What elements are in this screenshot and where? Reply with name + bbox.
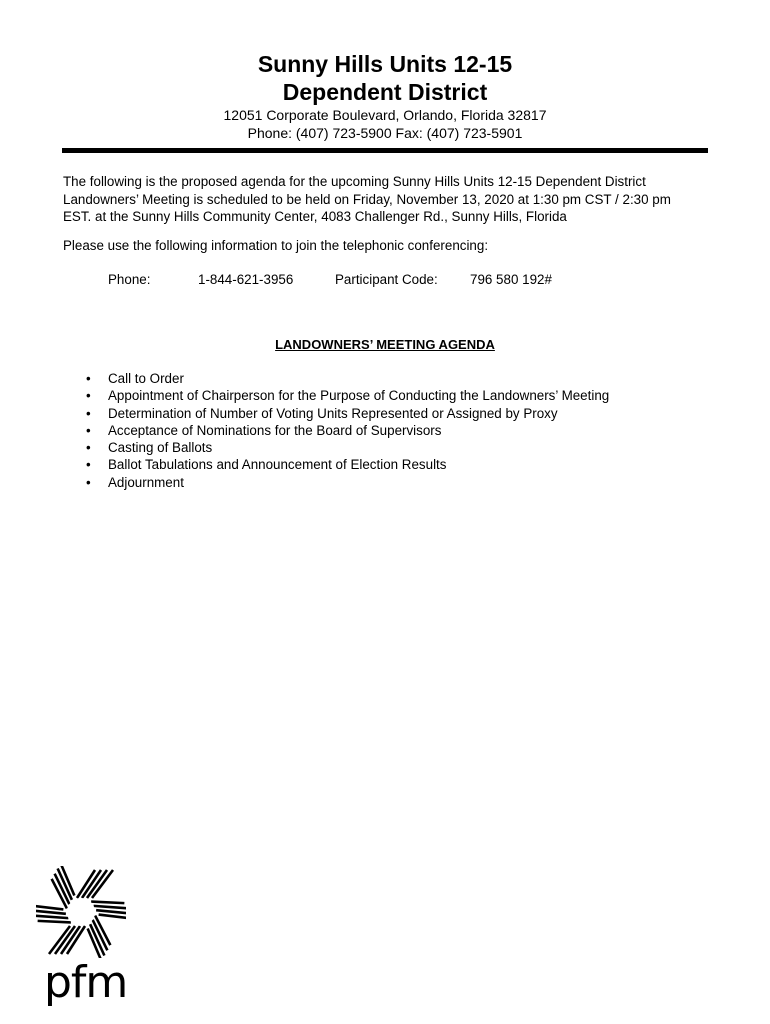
pfm-wordmark: pfm xyxy=(44,957,128,1008)
bullet-icon: • xyxy=(86,405,91,421)
conference-info xyxy=(0,271,770,289)
bullet-icon: • xyxy=(86,422,91,438)
agenda-heading: LANDOWNERS’ MEETING AGENDA xyxy=(275,337,495,352)
agenda-item-text: Determination of Number of Voting Units Represented or Assigned by Proxy xyxy=(108,405,558,421)
intro-line-1: The following is the proposed agenda for the upcoming Sunny Hills Units 12-15 Dependent District xyxy=(63,174,646,189)
district-title-line-2: Dependent District xyxy=(282,79,488,105)
bullet-icon: • xyxy=(86,474,91,490)
intro-line-3: EST. at the Sunny Hills Community Center, 4083 Challenger Rd., Sunny Hills, Florida xyxy=(63,209,567,224)
district-address: 12051 Corporate Boulevard, Orlando, Florida 32817 xyxy=(223,107,547,123)
intro-line-2: Landowners’ Meeting is scheduled to be held on Friday, November 13, 2020 at 1:30 pm CST / 2:30 pm xyxy=(63,191,671,207)
participant-code-value: 796 580 192# xyxy=(470,272,552,287)
letterhead xyxy=(0,50,770,142)
pfm-logo xyxy=(36,866,126,1016)
pfm-logo-icon xyxy=(36,866,126,958)
intro-paragraph xyxy=(63,173,713,226)
phone-number: 1-844-621-3956 xyxy=(198,272,294,287)
district-title-line-1: Sunny Hills Units 12-15 xyxy=(257,51,513,77)
header-divider xyxy=(62,148,708,153)
agenda-item-text: Acceptance of Nominations for the Board of Supervisors xyxy=(108,422,442,438)
phone-label: Phone: xyxy=(108,272,151,287)
agenda-item-text: Call to Order xyxy=(108,371,184,386)
bullet-icon: • xyxy=(86,388,91,404)
agenda-item-text: Appointment of Chairperson for the Purpose of Conducting the Landowners’ Meeting xyxy=(108,388,610,404)
agenda-item-text: Adjournment xyxy=(108,474,184,490)
participant-code-label: Participant Code: xyxy=(335,272,438,287)
district-contact: Phone: (407) 723-5900 Fax: (407) 723-5901 xyxy=(247,125,523,141)
join-instructions: Please use the following information to join the telephonic conferencing: xyxy=(63,238,489,253)
agenda-item-text: Ballot Tabulations and Announcement of Election Results xyxy=(108,457,447,473)
bullet-icon: • xyxy=(86,440,91,456)
bullet-icon: • xyxy=(86,457,91,473)
agenda-item-text: Casting of Ballots xyxy=(108,440,213,456)
bullet-icon: • xyxy=(86,371,91,386)
